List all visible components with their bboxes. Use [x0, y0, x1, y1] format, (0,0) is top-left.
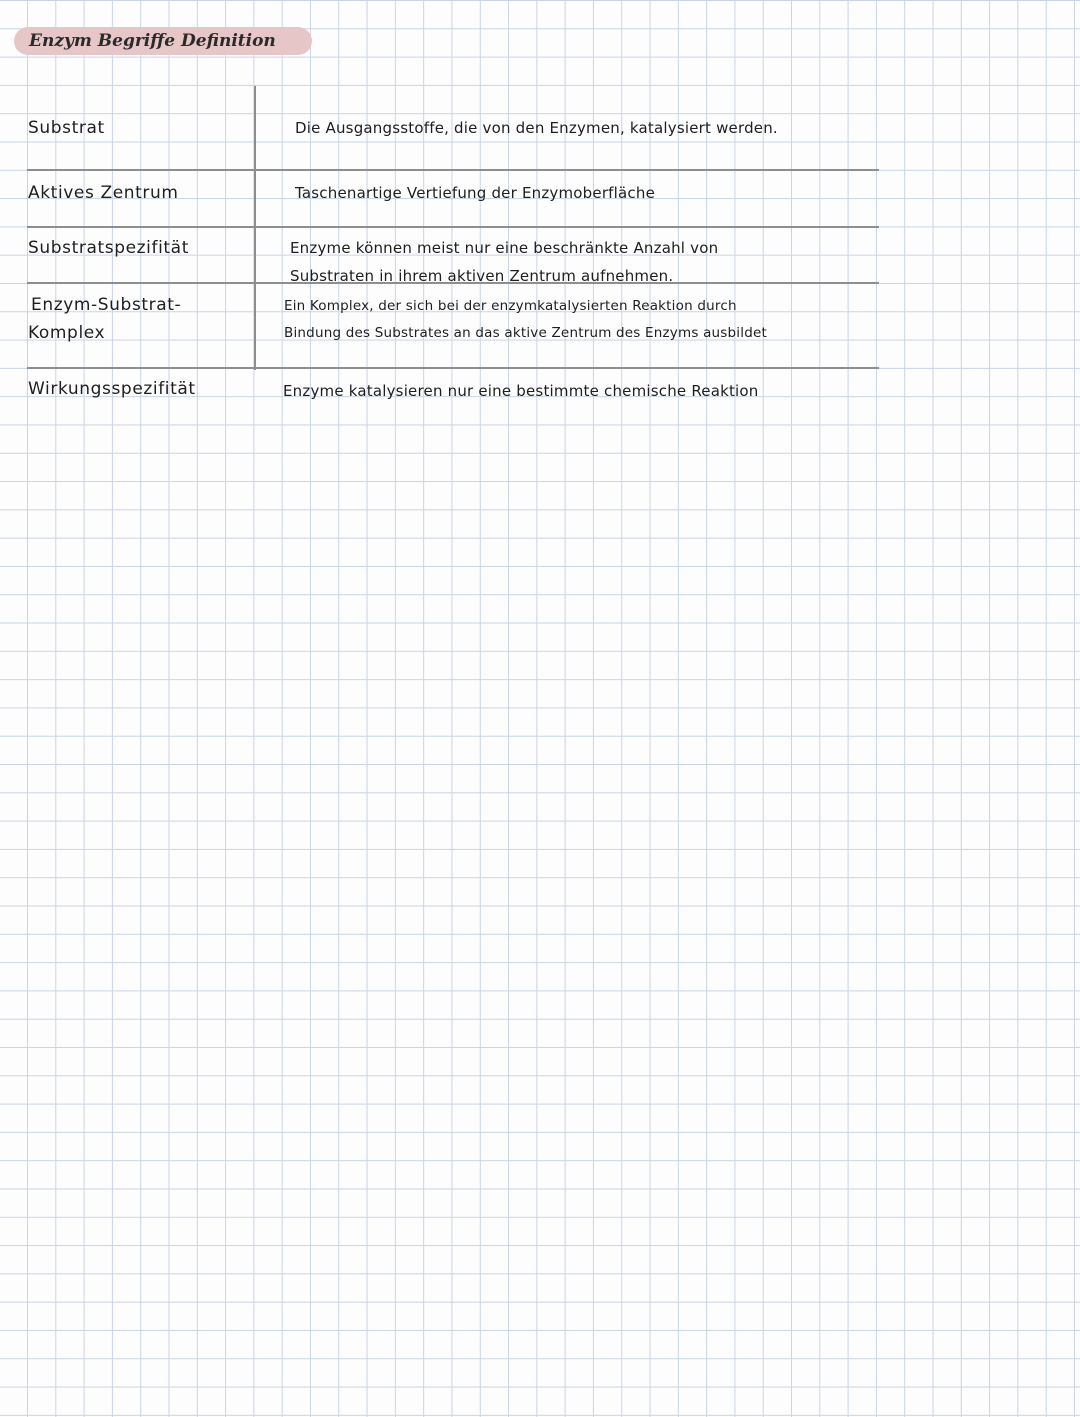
definition-cell: Taschenartige Vertiefung der Enzymoberfläche [295, 184, 656, 202]
definition-cell: Enzyme katalysieren nur eine bestimmte chemische Reaktion [283, 382, 759, 400]
definition-line: Bindung des Substrates an das aktive Zentrum des Enzyms ausbildet [284, 325, 767, 341]
term-cell: Substratspezifität [28, 238, 189, 258]
definition-line: Ein Komplex, der sich bei der enzymkatalysierten Reaktion durch [284, 298, 737, 314]
row-divider [27, 226, 879, 228]
row-divider [27, 169, 879, 171]
term-line: Komplex [28, 323, 106, 343]
term-cell: Wirkungsspezifität [28, 379, 196, 399]
term-cell: Aktives Zentrum [28, 183, 179, 203]
page-title: Enzym Begriffe Definition [14, 27, 312, 55]
row-divider [27, 367, 879, 369]
definition-cell: Die Ausgangsstoffe, die von den Enzymen, katalysiert werden. [295, 119, 778, 137]
definition-line: Substraten in ihrem aktiven Zentrum aufnehmen. [290, 267, 674, 285]
term-cell: Substrat [28, 118, 105, 138]
term-line: Enzym-Substrat- [31, 295, 182, 315]
column-divider [254, 86, 256, 370]
definition-line: Enzyme können meist nur eine beschränkte Anzahl von [290, 239, 719, 257]
